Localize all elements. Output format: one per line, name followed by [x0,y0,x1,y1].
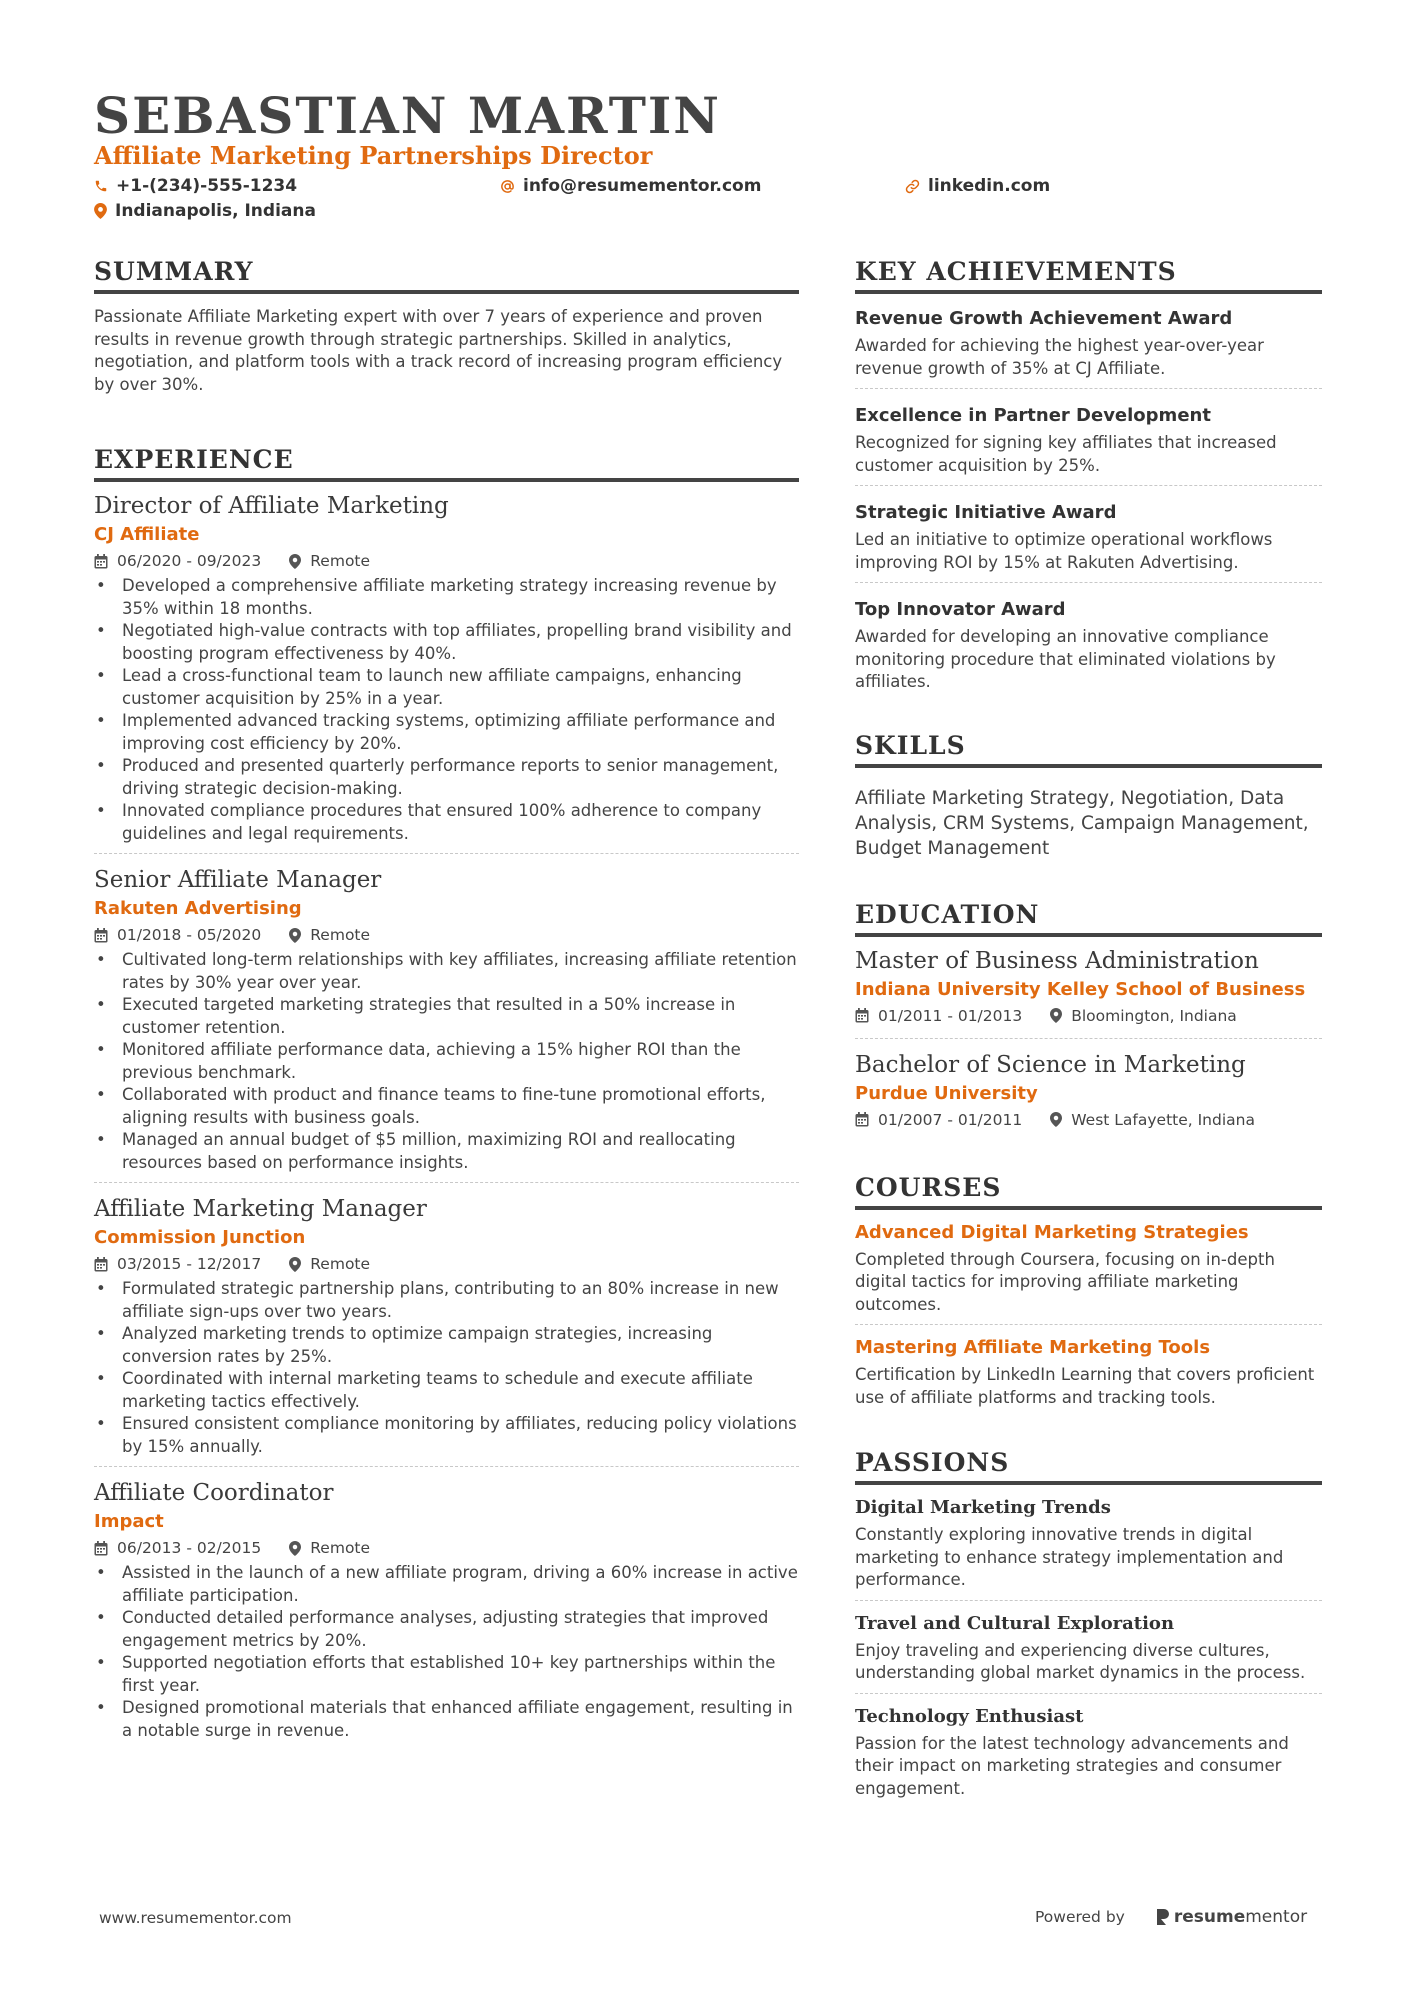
achievement-title: Strategic Initiative Award [855,502,1117,523]
passion-text: Passion for the latest technology advancements and their impact on marketing strategies and consumer engagement. [855,1733,1289,1798]
bullet-item: • Lead a cross-functional team to launch new affiliate campaigns, enhancing customer acquisition by 25% in a year. [94,665,799,710]
passion-title: Technology Enthusiast [855,1705,1084,1727]
job-entry [94,864,799,1183]
location-pin-icon [289,554,301,569]
passion-text: Constantly exploring innovative trends in digital marketing to enhance strategy implementation and performance. [855,1525,1284,1589]
powered-by [1035,1907,1307,1927]
calendar-icon [855,1008,869,1023]
passion-text: Enjoy traveling and experiencing diverse cultures, understanding global market dynamics in the process. [855,1640,1306,1682]
education-location [1050,1108,1255,1132]
date-text: 06/2020 - 09/2023 [117,552,262,570]
footer-url[interactable]: www.resumementor.com [99,1909,292,1927]
achievement-item [855,500,1322,583]
bullet-item: • Assisted in the launch of a new affiliate program, driving a 60% increase in active affiliate participation. [94,1562,799,1607]
achievement-item [855,597,1322,702]
school-name: Purdue University [855,1082,1038,1104]
courses-heading: COURSES [855,1172,1322,1210]
candidate-name: SEBASTIAN MARTIN [94,86,721,145]
skills-text: Affiliate Marketing Strategy, Negotiation, Data Analysis, CRM Systems, Campaign Management, Budget Management [855,787,1309,859]
achievement-title: Top Innovator Award [855,599,1066,620]
summary-heading: SUMMARY [94,256,799,294]
calendar-icon [94,1257,108,1272]
company-name: CJ Affiliate [94,524,200,545]
contact-phone[interactable] [94,175,297,197]
location-pin-icon [289,1257,301,1272]
achievements-heading: KEY ACHIEVEMENTS [855,256,1322,294]
bullet-item: • Monitored affiliate performance data, achieving a 15% higher ROI than the previous benchmark. [94,1039,799,1084]
bullet-item: • Managed an annual budget of $5 million, maximizing ROI and reallocating resources based on performance insights. [94,1129,799,1174]
calendar-icon [94,1541,108,1556]
location-pin-icon [289,928,301,943]
bullet-item: • Ensured consistent compliance monitoring by affiliates, reducing policy violations by 15% annually. [94,1413,799,1458]
achievement-item [855,403,1322,486]
education-dates [855,1108,1022,1132]
bullet-item: • Executed targeted marketing strategies that resulted in a 50% increase in customer retention. [94,994,799,1039]
company-name: Commission Junction [94,1227,306,1248]
date-text: 01/2018 - 05/2020 [117,926,262,944]
contact-location [94,200,316,222]
job-title: Director of Affiliate Marketing [94,493,449,519]
candidate-title: Affiliate Marketing Partnerships Director [94,141,653,170]
bullet-item: • Cultivated long-term relationships with key affiliates, increasing affiliate retention rates by 30% year over year. [94,949,799,994]
passion-item [855,1495,1322,1601]
job-location [289,549,370,573]
achievement-text: Led an initiative to optimize operational workflows improving ROI by 15% at Rakuten Advertising. [855,530,1273,572]
job-location [289,1536,370,1560]
course-text: Certification by LinkedIn Learning that covers proficient use of affiliate platforms and tracking tools. [855,1365,1315,1407]
right-column [855,256,1322,1818]
passion-title: Digital Marketing Trends [855,1497,1111,1518]
achievement-title: Revenue Growth Achievement Award [855,308,1233,329]
contact-linkedin[interactable] [905,175,1050,197]
location-text: Remote [310,552,371,570]
location-text: Remote [310,1539,371,1557]
company-name: Impact [94,1511,164,1532]
course-title: Advanced Digital Marketing Strategies [855,1221,1249,1243]
achievements-list [855,306,1322,702]
job-meta [94,549,799,573]
passions-heading: PASSIONS [855,1447,1322,1485]
skills-heading: SKILLS [855,730,1322,768]
location-text: Remote [310,926,371,944]
bullet-item: • Coordinated with internal marketing teams to schedule and execute affiliate marketing tactics effectively. [94,1368,799,1413]
job-location [289,1252,370,1276]
bullet-item: • Negotiated high-value contracts with top affiliates, propelling brand visibility and boosting program effectiveness by 40%. [94,620,799,665]
calendar-icon [855,1112,869,1127]
job-bullets [94,949,799,1174]
linkedin-text: linkedin.com [928,176,1051,196]
job-entry [94,490,799,854]
bullet-item: • Supported negotiation efforts that established 10+ key partnerships within the first year. [94,1652,799,1697]
date-text: 01/2007 - 01/2011 [878,1110,1023,1129]
link-icon [905,179,920,194]
date-text: 06/2013 - 02/2015 [117,1539,262,1557]
skills-section [855,730,1322,861]
bullet-item: • Produced and presented quarterly performance reports to senior management, driving strategic decision-making. [94,755,799,800]
education-entry [855,945,1322,1039]
courses-section [855,1172,1322,1418]
bullet-item: • Implemented advanced tracking systems, optimizing affiliate performance and improving cost efficiency by 20%. [94,710,799,755]
location-pin-icon [289,1541,301,1556]
bullet-item: • Collaborated with product and finance teams to fine-tune promotional efforts, aligning results with business goals. [94,1084,799,1129]
location-text: Indianapolis, Indiana [115,201,316,221]
course-item [855,1220,1322,1326]
job-bullets [94,1562,799,1742]
job-bullets [94,575,799,845]
phone-text: +1-(234)-555-1234 [116,176,298,196]
course-title: Mastering Affiliate Marketing Tools [855,1337,1211,1358]
brand-name-light: mentor [1245,1907,1308,1927]
education-meta [855,1004,1322,1028]
date-text: 01/2011 - 01/2013 [878,1006,1023,1025]
degree-title: Bachelor of Science in Marketing [855,1051,1246,1078]
bullet-item: • Analyzed marketing trends to optimize campaign strategies, increasing conversion rates by 25%. [94,1323,799,1368]
education-dates [855,1004,1022,1028]
job-dates [94,923,261,947]
location-text: West Lafayette, Indiana [1071,1110,1255,1129]
education-heading: EDUCATION [855,899,1322,937]
at-icon [500,179,515,194]
school-name: Indiana University Kelley School of Business [855,978,1306,1000]
job-entry [94,1193,799,1467]
location-pin-icon [1050,1008,1062,1023]
education-entry [855,1049,1322,1142]
experience-heading: EXPERIENCE [94,444,799,482]
job-dates [94,1536,261,1560]
location-pin-icon [94,203,107,219]
date-text: 03/2015 - 12/2017 [117,1255,262,1273]
achievement-text: Recognized for signing key affiliates that increased customer acquisition by 25%. [855,433,1277,475]
left-column [94,256,799,1760]
education-section [855,899,1322,1142]
summary-text: Passionate Affiliate Marketing expert with over 7 years of experience and proven results in revenue growth through strategic partnerships. Skilled in analytics, negotiation, and platform tools with a track record of increasing program efficiency by over 30%. [94,307,783,394]
job-meta [94,1536,799,1560]
location-pin-icon [1050,1112,1062,1127]
location-text: Remote [310,1255,371,1273]
bullet-item: • Conducted detailed performance analyses, adjusting strategies that improved engagement metrics by 20%. [94,1607,799,1652]
calendar-icon [94,554,108,569]
bullet-item: • Developed a comprehensive affiliate marketing strategy increasing revenue by 35% within 18 months. [94,575,799,620]
job-location [289,923,370,947]
achievement-title: Excellence in Partner Development [855,405,1211,426]
experience-section [94,444,799,1750]
achievement-text: Awarded for developing an innovative compliance monitoring procedure that eliminated violations by affiliates. [855,627,1276,691]
education-meta [855,1108,1322,1132]
bullet-item: • Designed promotional materials that enhanced affiliate engagement, resulting in a notable surge in revenue. [94,1697,799,1742]
job-title: Senior Affiliate Manager [94,867,382,893]
phone-icon [94,179,108,193]
passions-section [855,1447,1322,1808]
job-meta [94,1252,799,1276]
brand-name-bold: resume [1173,1907,1246,1927]
passion-title: Travel and Cultural Exploration [855,1612,1175,1634]
powered-by-label: Powered by [1035,1908,1125,1926]
resumementor-logo-icon [1155,1908,1170,1926]
bullet-item: • Formulated strategic partnership plans, contributing to an 80% increase in new affiliate sign-ups over two years. [94,1278,799,1323]
education-location [1050,1004,1237,1028]
summary-section [94,256,799,396]
course-text: Completed through Coursera, focusing on in-depth digital tactics for improving affiliate marketing outcomes. [855,1249,1275,1314]
degree-title: Master of Business Administration [855,947,1259,974]
brand-logo[interactable] [1155,1907,1307,1927]
bullet-item: • Innovated compliance procedures that ensured 100% adherence to company guidelines and legal requirements. [94,800,799,845]
contact-email[interactable] [500,175,761,197]
location-text: Bloomington, Indiana [1071,1006,1237,1025]
passion-item [855,1704,1322,1809]
job-entry [94,1477,799,1750]
email-text: info@resumementor.com [523,176,762,196]
course-item [855,1335,1322,1417]
job-dates [94,549,261,573]
passion-item [855,1611,1322,1694]
calendar-icon [94,928,108,943]
job-dates [94,1252,261,1276]
job-meta [94,923,799,947]
company-name: Rakuten Advertising [94,898,302,919]
achievement-text: Awarded for achieving the highest year-over-year revenue growth of 35% at CJ Affiliate. [855,336,1264,378]
achievement-item [855,306,1322,389]
job-title: Affiliate Marketing Manager [94,1196,427,1222]
job-bullets [94,1278,799,1458]
achievements-section [855,256,1322,702]
job-title: Affiliate Coordinator [94,1480,334,1506]
